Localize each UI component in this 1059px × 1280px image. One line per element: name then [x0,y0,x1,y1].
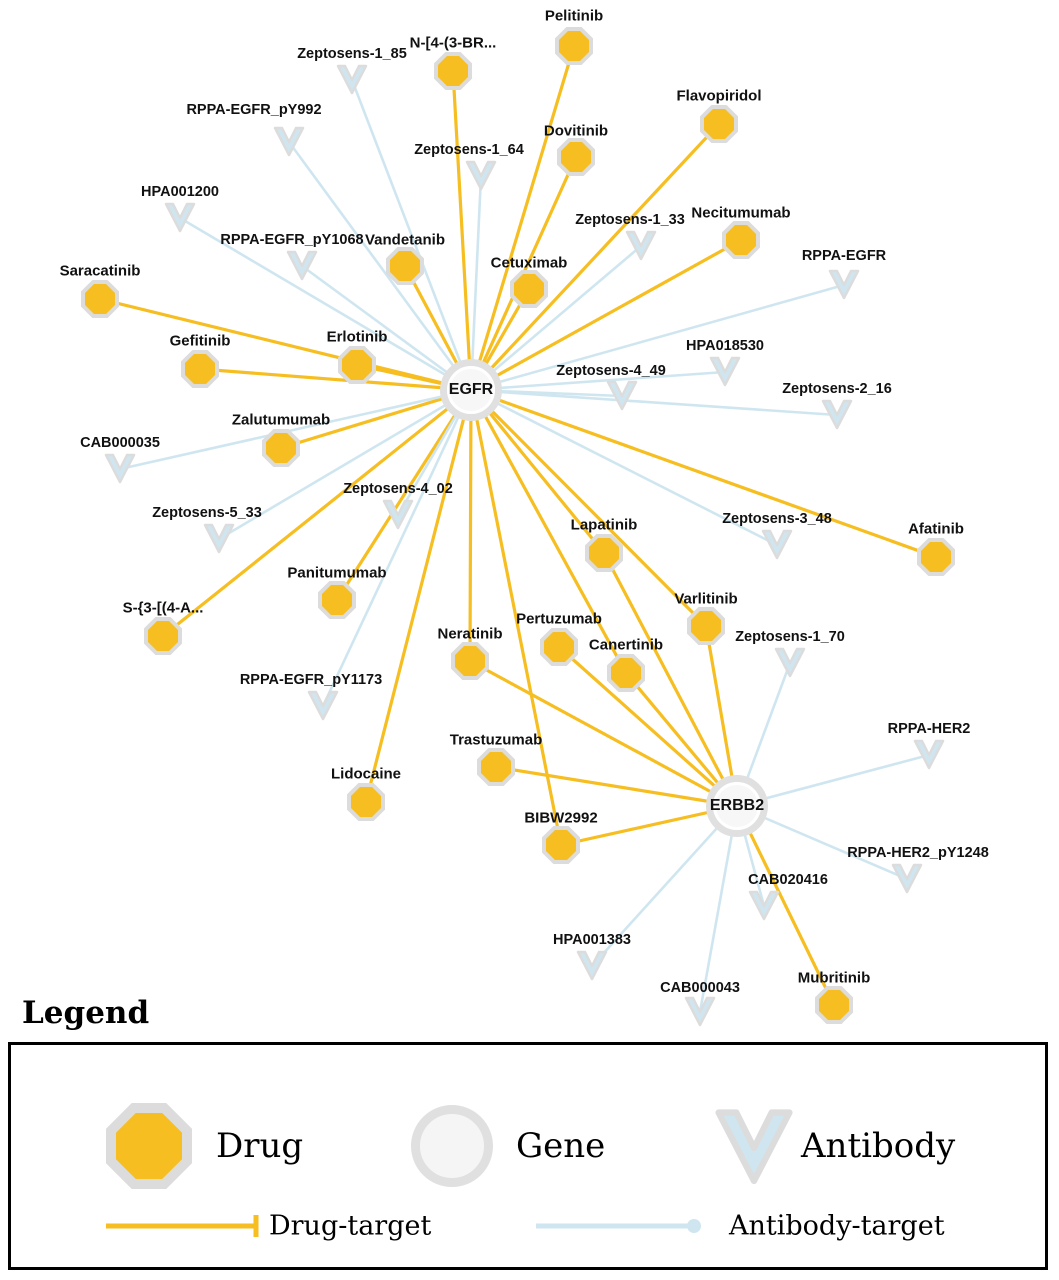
drug-node[interactable] [318,581,356,619]
antibody-chevron-icon [760,528,794,562]
antibody-label: HPA001383 [553,932,631,948]
drug-label: Dovitinib [543,122,609,140]
antibody-chevron-icon [747,889,781,923]
drug-node[interactable] [585,534,623,572]
drug-label: Varlitinib [674,590,738,608]
antibody-label: HPA001200 [141,184,219,200]
antibody-node[interactable] [820,398,854,432]
drug-node[interactable] [434,52,472,90]
edge [453,71,471,390]
antibody-node[interactable] [708,355,742,389]
drug-octagon-icon [185,354,215,384]
drug-node[interactable] [262,429,300,467]
drug-octagon-icon [481,752,511,782]
antibody-label: RPPA-HER2 [887,721,971,737]
drug-octagon-icon [921,542,951,572]
antibody-node[interactable] [575,949,609,983]
antibody-node[interactable] [683,995,717,1029]
drug-node[interactable] [477,748,515,786]
antibody-node[interactable] [103,452,137,486]
drug-octagon-icon [726,225,756,255]
antibody-node[interactable] [306,689,340,723]
legend-antibody-label: Antibody [801,1126,956,1166]
antibody-label: Zeptosens-1_33 [575,212,685,228]
drug-octagon-icon [514,274,544,304]
drug-octagon-icon [544,632,574,662]
antibody-label: RPPA-EGFR_pY1173 [239,672,383,688]
antibody-label: RPPA-EGFR_pY992 [186,102,322,118]
antibody-label: Zeptosens-1_64 [414,142,524,158]
drug-octagon-icon [589,538,619,568]
legend-drug-symbol [106,1103,192,1189]
drug-label: Canertinib [588,636,664,654]
drug-node[interactable] [386,247,424,285]
gene-label: ERBB2 [709,797,765,814]
antibody-chevron-icon [272,125,306,159]
antibody-chevron-icon [708,355,742,389]
drug-label: Saracatinib [59,262,141,280]
drug-label: Necitumumab [691,204,791,222]
antibody-label: Zeptosens-4_49 [556,363,666,379]
antibody-node[interactable] [381,498,415,532]
legend-gene-label: Gene [516,1126,606,1166]
antibody-label: Zeptosens-3_48 [722,511,832,527]
drug-node[interactable] [557,138,595,176]
antibody-chevron-icon [464,159,498,193]
antibody-label: Zeptosens-1_70 [735,629,845,645]
antibody-chevron-icon [624,229,658,263]
drug-label: Neratinib [437,625,503,643]
drug-label: Zalutumumab [231,411,331,429]
drug-label: Trastuzumab [449,731,543,749]
drug-node[interactable] [815,986,853,1024]
drug-node[interactable] [607,654,645,692]
drug-label: Pertuzumab [516,610,602,628]
antibody-chevron-icon [912,738,946,772]
drug-node[interactable] [700,105,738,143]
antibody-chevron-icon [820,398,854,432]
drug-octagon-icon [704,109,734,139]
drug-label: Flavopiridol [676,87,762,105]
drug-octagon-icon [85,284,115,314]
drug-label: Vandetanib [364,231,446,249]
antibody-chevron-icon [335,63,369,97]
drug-octagon-icon [351,787,381,817]
legend-gene-symbol [411,1105,493,1187]
antibody-label: Zeptosens-5_33 [152,505,262,521]
antibody-node[interactable] [605,379,639,413]
antibody-chevron-icon [773,646,807,680]
antibody-node[interactable] [202,522,236,556]
antibody-chevron-icon [103,452,137,486]
drug-octagon-icon [322,585,352,615]
drug-node[interactable] [181,350,219,388]
drug-node[interactable] [917,538,955,576]
drug-node[interactable] [542,826,580,864]
antibody-label: CAB000035 [80,435,160,451]
legend-antibody-symbol [711,1105,797,1196]
drug-node[interactable] [451,642,489,680]
drug-label: Lapatinib [570,516,638,534]
drug-node[interactable] [687,607,725,645]
drug-octagon-icon [438,56,468,86]
antibody-chevron-icon [575,949,609,983]
drug-octagon-icon [691,611,721,641]
drug-octagon-icon [455,646,485,676]
edge [471,46,574,390]
antibody-node[interactable] [272,125,306,159]
gene-label: EGFR [448,381,494,398]
antibody-chevron-icon [381,498,415,532]
antibody-label: Zeptosens-1_85 [297,46,407,62]
antibody-node[interactable] [747,889,781,923]
antibody-chevron-icon [306,689,340,723]
drug-octagon-icon [559,31,589,61]
legend-title: Legend [22,995,150,1031]
drug-label: BIBW2992 [524,809,598,827]
antibody-node[interactable] [760,528,794,562]
antibody-label: CAB000043 [660,980,740,996]
edge [323,390,471,706]
drug-octagon-icon [148,621,178,651]
drug-octagon-icon [561,142,591,172]
antibody-chevron-icon [285,249,319,283]
drug-octagon-icon [390,251,420,281]
antibody-label: RPPA-EGFR_pY1068 [220,232,364,248]
drug-label: Erlotinib [326,328,388,346]
legend-drug-label: Drug [216,1126,304,1166]
edge [470,390,471,661]
drug-octagon-icon [819,990,849,1020]
drug-octagon-icon [342,350,372,380]
antibody-node[interactable] [773,646,807,680]
drug-node[interactable] [555,27,593,65]
antibody-node[interactable] [624,229,658,263]
antibody-chevron-icon [163,201,197,235]
antibody-label: Zeptosens-4_02 [343,481,453,497]
antibody-label: RPPA-EGFR [801,248,887,264]
antibody-chevron-icon [890,862,924,896]
drug-label: S-{3-[(4-A... [122,599,204,617]
legend-antibody-edge-symbol [531,1209,711,1243]
drug-node[interactable] [347,783,385,821]
drug-label: N-[4-(3-BR... [409,34,497,52]
antibody-node[interactable] [285,249,319,283]
antibody-node[interactable] [335,63,369,97]
legend-antibody-edge-label: Antibody-target [729,1210,945,1242]
drug-node[interactable] [722,221,760,259]
antibody-label: HPA018530 [686,338,764,354]
antibody-chevron-icon [605,379,639,413]
antibody-chevron-icon [202,522,236,556]
drug-octagon-icon [546,830,576,860]
antibody-node[interactable] [890,862,924,896]
drug-node[interactable] [338,346,376,384]
drug-label: Panitumumab [287,564,387,582]
antibody-node[interactable] [827,268,861,302]
legend-box [8,1042,1048,1270]
drug-label: Lidocaine [330,765,402,783]
drug-label: Pelitinib [544,7,604,25]
legend-drug-edge-label: Drug-target [269,1210,432,1242]
edge [471,390,706,626]
antibody-label: Zeptosens-2_16 [782,381,892,397]
drug-label: Cetuximab [490,254,568,272]
drug-label: Mubritinib [797,969,871,987]
drug-node[interactable] [540,628,578,666]
antibody-chevron-icon [683,995,717,1029]
drug-node[interactable] [510,270,548,308]
drug-label: Afatinib [908,520,964,538]
drug-node[interactable] [144,617,182,655]
drug-octagon-icon [266,433,296,463]
antibody-node[interactable] [163,201,197,235]
legend-drug-edge-symbol [101,1209,271,1243]
drug-node[interactable] [81,280,119,318]
antibody-chevron-icon [827,268,861,302]
drug-octagon-icon [611,658,641,688]
antibody-label: RPPA-HER2_pY1248 [847,845,989,861]
antibody-node[interactable] [464,159,498,193]
antibody-node[interactable] [912,738,946,772]
antibody-label: CAB020416 [748,872,828,888]
drug-label: Gefitinib [169,332,231,350]
